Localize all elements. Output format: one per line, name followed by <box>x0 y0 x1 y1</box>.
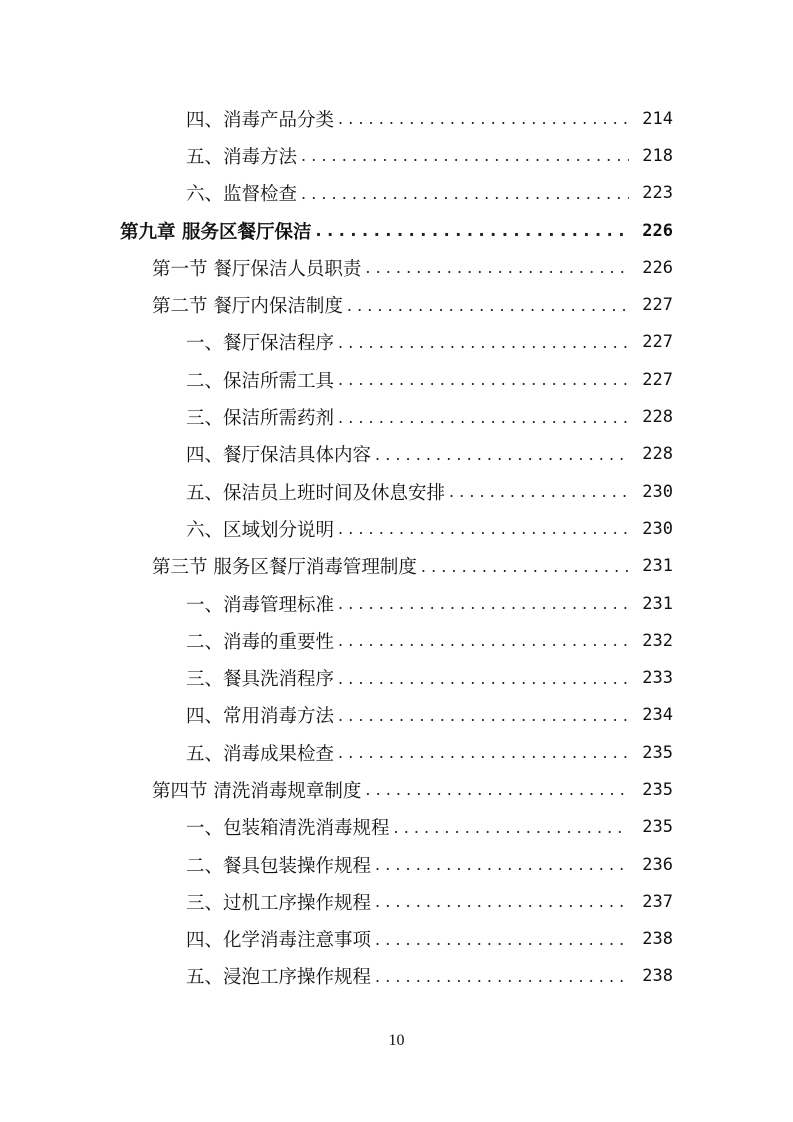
toc-entry-item[interactable] <box>0 697 673 734</box>
toc-entry-page-number: 235 <box>642 817 673 838</box>
toc-entry-title: 第四节 清洗消毒规章制度 <box>152 780 362 802</box>
toc-entry-item[interactable] <box>0 361 673 398</box>
toc-entry-title: 三、保洁所需药剂 <box>186 408 335 430</box>
toc-dot-leader <box>338 594 629 613</box>
toc-entry-title: 第一节 餐厅保洁人员职责 <box>152 258 362 280</box>
toc-entry-page-number: 227 <box>642 295 673 316</box>
toc-dot-leader <box>375 855 629 874</box>
toc-entry-title: 四、化学消毒注意事项 <box>186 930 372 952</box>
toc-entry-page-number: 231 <box>642 593 673 614</box>
toc-dot-leader <box>338 109 629 128</box>
toc-entry-item[interactable] <box>0 734 673 771</box>
toc-entry-title: 一、消毒管理标准 <box>186 594 335 616</box>
toc-entry-item[interactable] <box>0 958 673 995</box>
toc-entry-title: 五、消毒成果检查 <box>186 743 335 765</box>
toc-entry-page-number: 236 <box>642 854 673 875</box>
toc-entry-page-number: 232 <box>642 630 673 651</box>
toc-dot-leader <box>338 706 629 725</box>
toc-entry-section[interactable] <box>0 286 673 323</box>
toc-entry-item[interactable] <box>0 324 673 361</box>
toc-entry-title: 六、监督检查 <box>186 184 298 206</box>
toc-dot-leader <box>301 146 629 165</box>
toc-entry-item[interactable] <box>0 883 673 920</box>
toc-entry-item[interactable] <box>0 175 673 212</box>
toc-entry-page-number: 235 <box>642 779 673 800</box>
toc-entry-item[interactable] <box>0 659 673 696</box>
toc-dot-leader <box>338 631 629 650</box>
toc-dot-leader <box>375 930 629 949</box>
toc-entry-page-number: 230 <box>642 518 673 539</box>
toc-entry-title: 二、消毒的重要性 <box>186 631 335 653</box>
toc-dot-leader <box>338 519 629 538</box>
toc-dot-leader <box>365 780 629 799</box>
toc-dot-leader <box>338 408 629 427</box>
toc-dot-leader <box>338 669 629 688</box>
toc-entry-title: 一、餐厅保洁程序 <box>186 333 335 355</box>
toc-entry-title: 五、浸泡工序操作规程 <box>186 967 372 989</box>
toc-entry-title: 六、区域划分说明 <box>186 519 335 541</box>
toc-entry-page-number: 227 <box>642 369 673 390</box>
toc-dot-leader <box>421 557 629 576</box>
toc-entry-page-number: 233 <box>642 668 673 689</box>
toc-dot-leader <box>365 258 629 277</box>
toc-entry-item[interactable] <box>0 436 673 473</box>
toc-entry-title: 第二节 餐厅内保洁制度 <box>152 296 343 318</box>
toc-entry-page-number: 223 <box>642 183 673 204</box>
toc-entry-title: 五、保洁员上班时间及休息安排 <box>186 482 446 504</box>
page-number: 10 <box>388 1032 405 1049</box>
toc-entry-title: 二、保洁所需工具 <box>186 370 335 392</box>
toc-entry-page-number: 226 <box>642 257 673 278</box>
toc-entry-title: 三、过机工序操作规程 <box>186 892 372 914</box>
toc-entry-section[interactable] <box>0 771 673 808</box>
toc-entry-chapter[interactable] <box>0 212 673 249</box>
toc-entry-item[interactable] <box>0 100 673 137</box>
toc-entry-page-number: 226 <box>642 220 673 241</box>
toc-entry-page-number: 238 <box>642 966 673 987</box>
table-of-contents <box>0 100 793 995</box>
toc-entry-section[interactable] <box>0 548 673 585</box>
toc-entry-page-number: 228 <box>642 407 673 428</box>
toc-dot-leader <box>375 445 629 464</box>
toc-entry-page-number: 235 <box>642 742 673 763</box>
toc-entry-item[interactable] <box>0 510 673 547</box>
toc-entry-title: 三、餐具洗消程序 <box>186 669 335 691</box>
toc-dot-leader <box>347 296 629 315</box>
toc-entry-page-number: 234 <box>642 705 673 726</box>
toc-entry-item[interactable] <box>0 846 673 883</box>
toc-dot-leader <box>394 818 629 837</box>
toc-dot-leader <box>338 743 629 762</box>
toc-dot-leader <box>338 370 629 389</box>
toc-dot-leader <box>375 892 629 911</box>
toc-entry-page-number: 227 <box>642 332 673 353</box>
toc-entry-page-number: 231 <box>642 556 673 577</box>
toc-dot-leader <box>449 482 629 501</box>
toc-dot-leader <box>375 967 629 986</box>
toc-entry-item[interactable] <box>0 921 673 958</box>
toc-entry-title: 四、消毒产品分类 <box>186 109 335 131</box>
toc-entry-title: 四、餐厅保洁具体内容 <box>186 445 372 467</box>
toc-dot-leader <box>301 184 629 203</box>
toc-entry-page-number: 230 <box>642 481 673 502</box>
toc-entry-item[interactable] <box>0 137 673 174</box>
toc-entry-page-number: 238 <box>642 929 673 950</box>
toc-entry-page-number: 237 <box>642 891 673 912</box>
toc-entry-title: 第三节 服务区餐厅消毒管理制度 <box>152 557 417 579</box>
toc-entry-item[interactable] <box>0 398 673 435</box>
toc-entry-page-number: 218 <box>642 145 673 166</box>
toc-entry-item[interactable] <box>0 809 673 846</box>
toc-entry-title: 第九章 服务区餐厅保洁 <box>120 221 312 243</box>
toc-entry-page-number: 228 <box>642 444 673 465</box>
toc-entry-title: 二、餐具包装操作规程 <box>186 855 372 877</box>
toc-dot-leader <box>338 333 629 352</box>
toc-entry-item[interactable] <box>0 473 673 510</box>
toc-entry-title: 五、消毒方法 <box>186 146 298 168</box>
toc-entry-item[interactable] <box>0 585 673 622</box>
toc-entry-title: 四、常用消毒方法 <box>186 706 335 728</box>
toc-entry-page-number: 214 <box>642 108 673 129</box>
toc-entry-title: 一、包装箱清洗消毒规程 <box>186 818 390 840</box>
toc-entry-section[interactable] <box>0 249 673 286</box>
toc-entry-item[interactable] <box>0 622 673 659</box>
toc-dot-leader <box>315 221 629 240</box>
